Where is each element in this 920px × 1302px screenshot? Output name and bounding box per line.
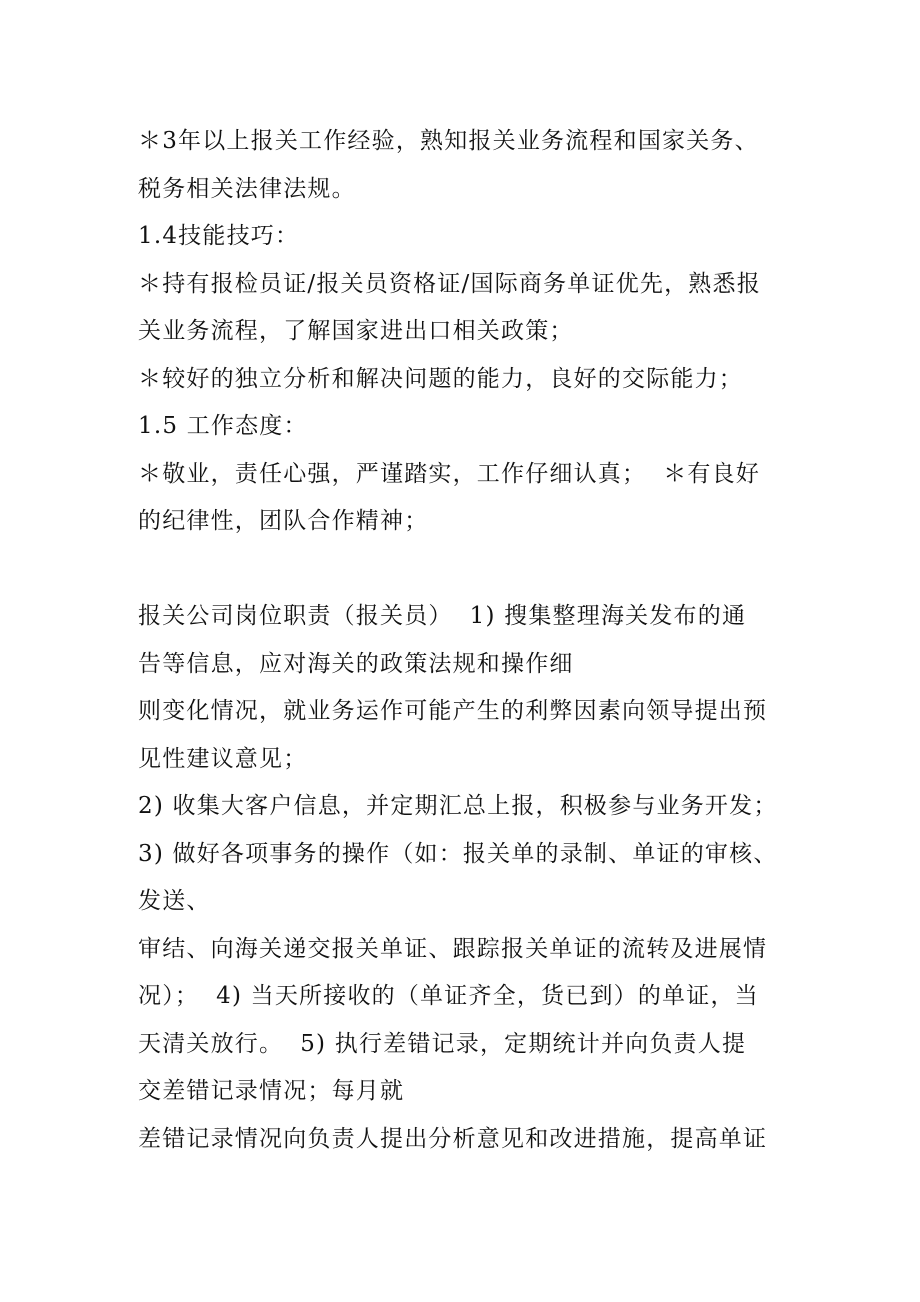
- text-line: 天清关放行。 5) 执行差错记录，定期统计并向负责人提: [138, 1030, 747, 1057]
- text-line: ＊持有报检员证/报关员资格证/国际商务单证优先，熟悉报: [138, 270, 761, 297]
- document-body: [138, 118, 818, 1163]
- text-line: 3) 做好各项事务的操作（如：报关单的录制、单证的审核、: [138, 840, 778, 867]
- text-line: 差错记录情况向负责人提出分析意见和改进措施，提高单证: [138, 1125, 768, 1152]
- text-line: 见性建议意见；: [138, 745, 308, 772]
- section-heading: 1.5 工作态度：: [138, 413, 308, 439]
- text-line: 则变化情况，就业务运作可能产生的利弊因素向领导提出预: [138, 698, 768, 724]
- text-line: 税务相关法律法规。: [138, 175, 356, 202]
- section-heading: 1.4技能技巧：: [138, 223, 300, 249]
- text-line: 审结、向海关递交报关单证、跟踪报关单证的流转及进展情: [138, 935, 768, 962]
- text-line: 2) 收集大客户信息，并定期汇总上报，积极参与业务开发；: [138, 793, 778, 819]
- text-line: ＊3年以上报关工作经验，熟知报关业务流程和国家关务、: [138, 128, 759, 154]
- blank-line: [138, 546, 818, 594]
- text-line: 告等信息，应对海关的政策法规和操作细: [138, 650, 574, 677]
- text-line: 报关公司岗位职责（报关员） 1) 搜集整理海关发布的通: [138, 603, 747, 629]
- text-line: 交差错记录情况；每月就: [138, 1078, 405, 1104]
- text-line: 的纪律性，团队合作精神；: [138, 508, 429, 534]
- text-line: 况）； 4) 当天所接收的（单证齐全，货已到）的单证，当: [138, 983, 759, 1009]
- text-line: 发送、: [138, 888, 211, 914]
- text-line: ＊敬业，责任心强，严谨踏实，工作仔细认真； ＊有良好: [138, 460, 761, 487]
- text-line: ＊较好的独立分析和解决问题的能力，良好的交际能力；: [138, 365, 743, 392]
- text-line: 关业务流程，了解国家进出口相关政策；: [138, 318, 574, 344]
